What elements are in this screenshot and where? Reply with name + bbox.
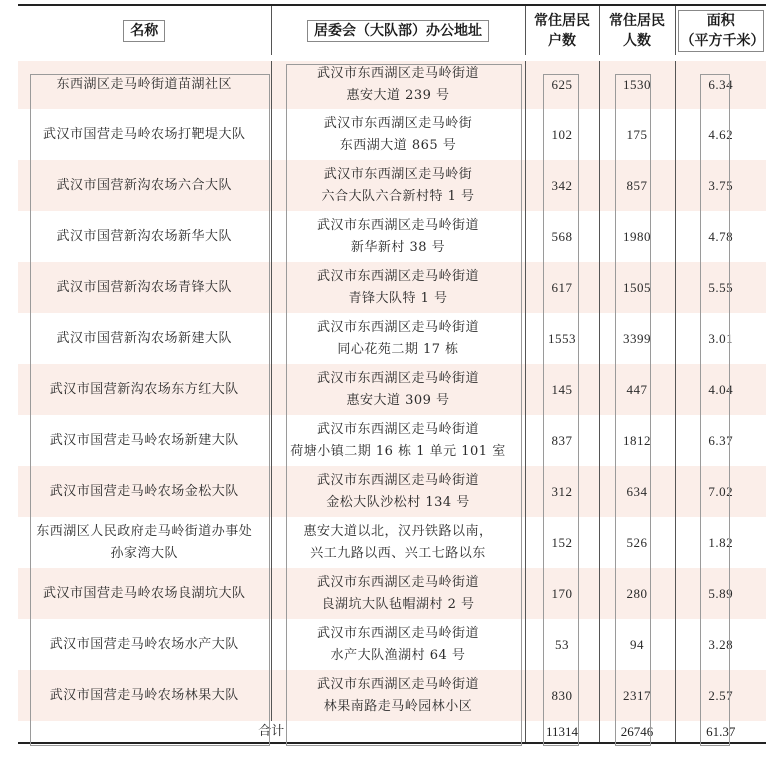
cell-population: 634: [599, 466, 675, 517]
name-line: 武汉市国营新沟农场六合大队: [56, 177, 232, 193]
address-line: 六合大队六合新村特 1 号: [321, 188, 475, 204]
header-name-label: 名称: [123, 20, 165, 42]
cell-population: 526: [599, 517, 675, 568]
cell-population: 1505: [599, 262, 675, 313]
table-row: [18, 466, 766, 517]
address-line: 惠安大道 239 号: [346, 88, 450, 103]
address-line: 武汉市东西湖区走马岭街道: [316, 472, 479, 488]
cell-area: 5.89: [675, 568, 766, 619]
cell-area: 6.34: [675, 58, 766, 109]
cell-name: [18, 211, 271, 262]
name-line: 武汉市国营新沟农场新建大队: [56, 330, 232, 346]
cell-households: 312: [525, 466, 599, 517]
address-line: 武汉市东西湖区走马岭街道: [316, 421, 479, 437]
table-row: [18, 568, 766, 619]
cell-address: [271, 160, 525, 211]
cell-population: 447: [599, 364, 675, 415]
cell-area: 5.55: [675, 262, 766, 313]
cell-population: 1530: [599, 58, 675, 109]
name-line: 武汉市国营新沟农场青锋大队: [56, 279, 232, 295]
address-line: 青锋大队特 1 号: [348, 290, 448, 306]
cell-name: [18, 619, 271, 670]
cell-area: 1.82: [675, 517, 766, 568]
cell-households: 152: [525, 517, 599, 568]
name-line: 武汉市国营走马岭农场林果大队: [49, 687, 239, 703]
address-line: 东西湖大道 865 号: [339, 137, 457, 153]
cell-households: 830: [525, 670, 599, 721]
table-footer: [18, 721, 766, 743]
table-row: [18, 415, 766, 466]
total-households: 11314: [525, 721, 599, 743]
header-address-label: 居委会（大队部）办公地址: [307, 20, 489, 42]
cell-population: 1980: [599, 211, 675, 262]
address-line: 武汉市东西湖区走马岭街道: [316, 370, 479, 386]
cell-households: 145: [525, 364, 599, 415]
cell-area: 4.62: [675, 109, 766, 160]
address-line: 武汉市东西湖区走马岭街道: [316, 268, 479, 284]
cell-area: 6.37: [675, 415, 766, 466]
cell-name: [18, 58, 271, 109]
cell-address: [271, 619, 525, 670]
cell-population: 2317: [599, 670, 675, 721]
cell-population: 175: [599, 109, 675, 160]
cell-population: 3399: [599, 313, 675, 364]
cell-area: 4.78: [675, 211, 766, 262]
name-line: 武汉市国营走马岭农场水产大队: [49, 636, 239, 652]
cell-households: 625: [525, 58, 599, 109]
name-line: 东西湖区人民政府走马岭街道办事处: [36, 523, 253, 539]
table-row: [18, 619, 766, 670]
address-line: 良湖坑大队毡帽湖村 2 号: [321, 596, 475, 612]
address-line: 武汉市东西湖区走马岭街道: [316, 319, 479, 335]
cell-households: 837: [525, 415, 599, 466]
name-line: 武汉市国营走马岭农场新建大队: [49, 432, 239, 448]
cell-name: [18, 517, 271, 568]
cell-address: [271, 415, 525, 466]
table-body: [18, 58, 766, 721]
address-line: 水产大队渔湖村 64 号: [330, 647, 466, 663]
cell-population: 857: [599, 160, 675, 211]
cell-name: [18, 262, 271, 313]
address-line: 惠安大道 309 号: [346, 392, 450, 408]
table-row: [18, 262, 766, 313]
address-line: 武汉市东西湖区走马岭街道: [316, 574, 479, 590]
cell-address: [271, 364, 525, 415]
header-name: [18, 5, 271, 58]
cell-households: 568: [525, 211, 599, 262]
cell-address: [271, 313, 525, 364]
address-line: 武汉市东西湖区走马岭街道: [316, 217, 479, 233]
address-line: 武汉市东西湖区走马岭街道: [316, 66, 479, 81]
address-line: 武汉市东西湖区走马岭街: [323, 166, 473, 182]
cell-households: 102: [525, 109, 599, 160]
cell-address: [271, 466, 525, 517]
name-line: 孙家湾大队: [110, 545, 178, 561]
cell-address: [271, 58, 525, 109]
name-line: 武汉市国营走马岭农场良湖坑大队: [42, 585, 246, 601]
cell-households: 170: [525, 568, 599, 619]
header-address: [271, 5, 525, 58]
cell-households: 617: [525, 262, 599, 313]
cell-address: [271, 517, 525, 568]
header-area: [675, 5, 766, 58]
header-area-line1: 面积: [706, 12, 735, 29]
address-line: 武汉市东西湖区走马岭街: [323, 115, 473, 131]
cell-area: 4.04: [675, 364, 766, 415]
cell-name: [18, 466, 271, 517]
cell-name: [18, 160, 271, 211]
cell-households: 342: [525, 160, 599, 211]
cell-households: 53: [525, 619, 599, 670]
address-line: 林果南路走马岭园林小区: [323, 698, 473, 714]
table-row: [18, 313, 766, 364]
cell-area: 2.57: [675, 670, 766, 721]
header-households-line1: 常住居民: [534, 12, 590, 29]
cell-name: [18, 670, 271, 721]
cell-address: [271, 670, 525, 721]
cell-address: [271, 568, 525, 619]
cell-address: [271, 109, 525, 160]
table-row: [18, 160, 766, 211]
address-line: 兴工九路以西、兴工七路以东: [310, 545, 486, 561]
address-line: 惠安大道以北，汉丹铁路以南，: [303, 523, 493, 539]
table-row: [18, 670, 766, 721]
name-line: 武汉市国营走马岭农场金松大队: [49, 483, 239, 499]
cell-name: [18, 313, 271, 364]
cell-name: [18, 415, 271, 466]
name-line: 武汉市国营新沟农场东方红大队: [49, 381, 239, 397]
header-population-line1: 常住居民: [609, 12, 665, 29]
header-population: [599, 5, 675, 58]
address-line: 武汉市东西湖区走马岭街道: [316, 625, 479, 641]
table-row: [18, 109, 766, 160]
total-area: 61.37: [675, 721, 766, 743]
cell-population: 280: [599, 568, 675, 619]
header-area-box: [678, 10, 765, 52]
cell-area: 3.28: [675, 619, 766, 670]
table-container: [18, 4, 766, 750]
cell-area: 7.02: [675, 466, 766, 517]
table-row: [18, 211, 766, 262]
header-population-line2: 人数: [623, 32, 651, 49]
header-households: [525, 5, 599, 58]
name-line: 东西湖区走马岭街道苗湖社区: [56, 77, 232, 92]
table-header: [18, 5, 766, 58]
cell-address: [271, 262, 525, 313]
address-line: 荷塘小镇二期 16 栋 1 单元 101 室: [290, 443, 506, 459]
residents-table: [18, 4, 766, 744]
cell-population: 1812: [599, 415, 675, 466]
address-line: 武汉市东西湖区走马岭街道: [316, 676, 479, 692]
cell-address: [271, 211, 525, 262]
total-population: 26746: [599, 721, 675, 743]
header-area-line2: （平方千米）: [680, 32, 765, 49]
header-row: [18, 5, 766, 58]
cell-name: [18, 568, 271, 619]
name-line: 武汉市国营走马岭农场打靶堤大队: [42, 126, 246, 142]
cell-name: [18, 364, 271, 415]
cell-name: [18, 109, 271, 160]
table-row: [18, 364, 766, 415]
name-line: 武汉市国营新沟农场新华大队: [56, 228, 232, 244]
cell-population: 94: [599, 619, 675, 670]
total-row: [18, 721, 766, 743]
total-label: 合计: [18, 721, 525, 743]
table-row: [18, 517, 766, 568]
cell-area: 3.01: [675, 313, 766, 364]
cell-households: 1553: [525, 313, 599, 364]
header-households-line2: 户数: [548, 32, 576, 49]
cell-area: 3.75: [675, 160, 766, 211]
address-line: 金松大队沙松村 134 号: [326, 494, 470, 510]
table-row: [18, 58, 766, 109]
address-line: 新华新村 38 号: [350, 239, 446, 255]
address-line: 同心花苑二期 17 栋: [337, 341, 459, 357]
